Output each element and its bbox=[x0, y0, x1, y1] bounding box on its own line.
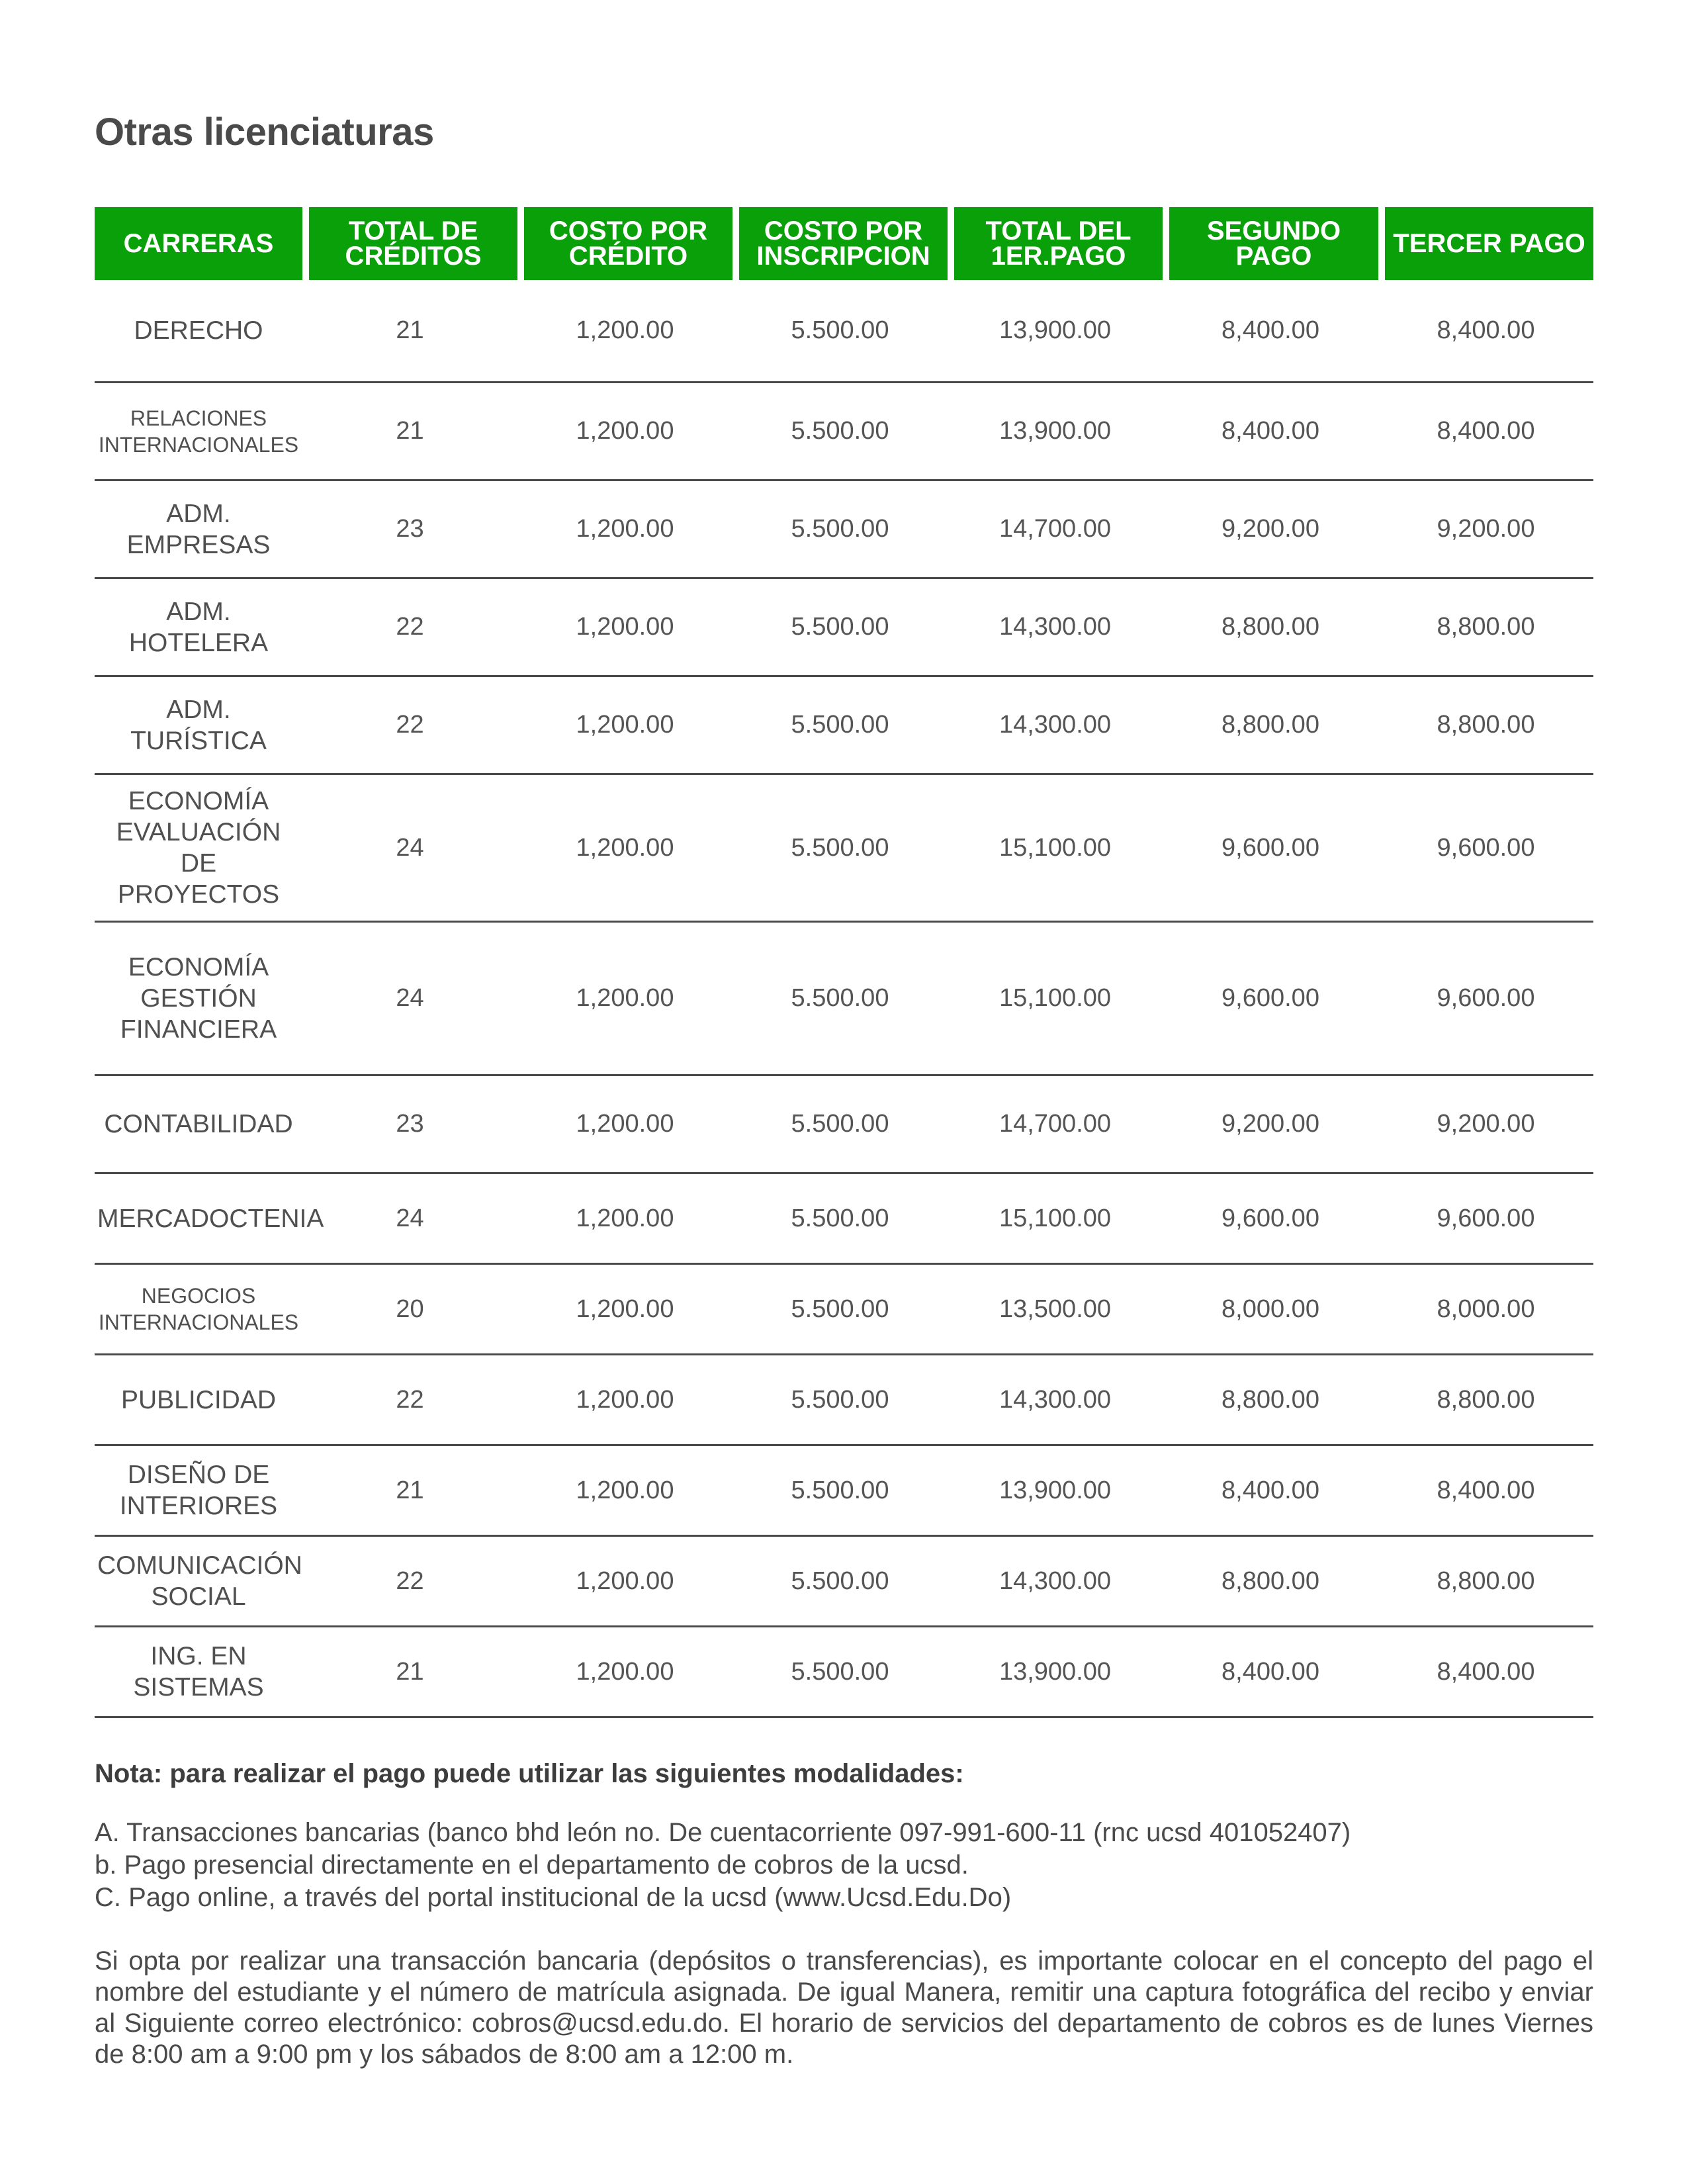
career-name: COMUNICACIÓN SOCIAL bbox=[95, 1537, 302, 1627]
career-name: DISEÑO DE INTERIORES bbox=[95, 1446, 302, 1537]
first-payment-cell: 14,300.00 bbox=[948, 1537, 1163, 1627]
inscription-cell: 5.500.00 bbox=[733, 1174, 948, 1265]
table-row bbox=[95, 1265, 1593, 1355]
cost-credit-cell: 1,200.00 bbox=[517, 481, 733, 579]
inscription-cell: 5.500.00 bbox=[733, 677, 948, 775]
payment-method-item: C. Pago online, a través del portal institucional de la ucsd (www.Ucsd.Edu.Do) bbox=[95, 1883, 1012, 1912]
inscription-cell: 5.500.00 bbox=[733, 1537, 948, 1627]
career-name: ECONOMÍA GESTIÓN FINANCIERA bbox=[95, 923, 302, 1076]
cost-credit-cell: 1,200.00 bbox=[517, 923, 733, 1076]
first-payment-cell: 14,700.00 bbox=[948, 1076, 1163, 1174]
inscription-cell: 5.500.00 bbox=[733, 1446, 948, 1537]
first-payment-cell: 13,900.00 bbox=[948, 383, 1163, 481]
cost-credit-cell: 1,200.00 bbox=[517, 775, 733, 923]
inscription-cell: 5.500.00 bbox=[733, 481, 948, 579]
fees-table bbox=[95, 207, 1593, 1718]
second-payment-cell: 9,600.00 bbox=[1163, 1174, 1378, 1265]
column-header-second-payment: SEGUNDO PAGO bbox=[1163, 207, 1378, 280]
credits-cell: 22 bbox=[302, 1355, 517, 1446]
credits-cell: 24 bbox=[302, 775, 517, 923]
first-payment-cell: 13,900.00 bbox=[948, 280, 1163, 383]
table-row bbox=[95, 775, 1593, 923]
column-header-cost-per-credit: COSTO POR CRÉDITO bbox=[517, 207, 733, 280]
first-payment-cell: 14,300.00 bbox=[948, 677, 1163, 775]
third-payment-cell: 8,400.00 bbox=[1378, 1446, 1593, 1537]
third-payment-cell: 8,400.00 bbox=[1378, 1627, 1593, 1718]
table-row bbox=[95, 677, 1593, 775]
table-row bbox=[95, 1076, 1593, 1174]
column-header-third-payment: TERCER PAGO bbox=[1378, 207, 1593, 280]
third-payment-cell: 9,200.00 bbox=[1378, 1076, 1593, 1174]
third-payment-cell: 9,600.00 bbox=[1378, 923, 1593, 1076]
third-payment-cell: 8,400.00 bbox=[1378, 280, 1593, 383]
table-row bbox=[95, 1174, 1593, 1265]
second-payment-cell: 8,400.00 bbox=[1163, 280, 1378, 383]
career-name: ING. EN SISTEMAS bbox=[95, 1627, 302, 1718]
second-payment-cell: 8,800.00 bbox=[1163, 1355, 1378, 1446]
second-payment-cell: 8,400.00 bbox=[1163, 1446, 1378, 1537]
first-payment-cell: 13,500.00 bbox=[948, 1265, 1163, 1355]
inscription-cell: 5.500.00 bbox=[733, 1627, 948, 1718]
page-title: Otras licenciaturas bbox=[95, 111, 434, 154]
table-row bbox=[95, 1355, 1593, 1446]
career-name: CONTABILIDAD bbox=[95, 1076, 302, 1174]
table-row bbox=[95, 481, 1593, 579]
first-payment-cell: 15,100.00 bbox=[948, 775, 1163, 923]
second-payment-cell: 8,400.00 bbox=[1163, 1627, 1378, 1718]
credits-cell: 20 bbox=[302, 1265, 517, 1355]
table-row bbox=[95, 1627, 1593, 1718]
inscription-cell: 5.500.00 bbox=[733, 280, 948, 383]
payment-methods-list bbox=[95, 1817, 1593, 1914]
second-payment-cell: 8,800.00 bbox=[1163, 677, 1378, 775]
second-payment-cell: 9,600.00 bbox=[1163, 923, 1378, 1076]
first-payment-cell: 15,100.00 bbox=[948, 923, 1163, 1076]
credits-cell: 22 bbox=[302, 677, 517, 775]
credits-cell: 21 bbox=[302, 280, 517, 383]
cost-credit-cell: 1,200.00 bbox=[517, 383, 733, 481]
first-payment-cell: 13,900.00 bbox=[948, 1627, 1163, 1718]
cost-credit-cell: 1,200.00 bbox=[517, 1446, 733, 1537]
inscription-cell: 5.500.00 bbox=[733, 1265, 948, 1355]
second-payment-cell: 8,800.00 bbox=[1163, 1537, 1378, 1627]
career-name: ECONOMÍA EVALUACIÓN DE PROYECTOS bbox=[95, 775, 302, 923]
cost-credit-cell: 1,200.00 bbox=[517, 1627, 733, 1718]
payment-method-item: A. Transacciones bancarias (banco bhd león no. De cuentacorriente 097-991-600-11 (rnc ucsd 401052407) bbox=[95, 1818, 1351, 1847]
inscription-cell: 5.500.00 bbox=[733, 923, 948, 1076]
first-payment-cell: 13,900.00 bbox=[948, 1446, 1163, 1537]
third-payment-cell: 8,400.00 bbox=[1378, 383, 1593, 481]
column-header-careers: CARRERAS bbox=[95, 207, 302, 280]
second-payment-cell: 9,200.00 bbox=[1163, 481, 1378, 579]
table-row bbox=[95, 1537, 1593, 1627]
cost-credit-cell: 1,200.00 bbox=[517, 677, 733, 775]
third-payment-cell: 8,800.00 bbox=[1378, 579, 1593, 677]
third-payment-cell: 9,200.00 bbox=[1378, 481, 1593, 579]
credits-cell: 24 bbox=[302, 923, 517, 1076]
third-payment-cell: 8,000.00 bbox=[1378, 1265, 1593, 1355]
credits-cell: 23 bbox=[302, 481, 517, 579]
second-payment-cell: 8,000.00 bbox=[1163, 1265, 1378, 1355]
third-payment-cell: 8,800.00 bbox=[1378, 677, 1593, 775]
credits-cell: 22 bbox=[302, 579, 517, 677]
inscription-cell: 5.500.00 bbox=[733, 775, 948, 923]
cost-credit-cell: 1,200.00 bbox=[517, 280, 733, 383]
career-name: RELACIONES INTERNACIONALES bbox=[95, 383, 302, 481]
career-name: NEGOCIOS INTERNACIONALES bbox=[95, 1265, 302, 1355]
third-payment-cell: 8,800.00 bbox=[1378, 1355, 1593, 1446]
career-name: DERECHO bbox=[95, 280, 302, 383]
inscription-cell: 5.500.00 bbox=[733, 1076, 948, 1174]
second-payment-cell: 9,200.00 bbox=[1163, 1076, 1378, 1174]
second-payment-cell: 9,600.00 bbox=[1163, 775, 1378, 923]
inscription-cell: 5.500.00 bbox=[733, 1355, 948, 1446]
third-payment-cell: 9,600.00 bbox=[1378, 1174, 1593, 1265]
first-payment-cell: 14,700.00 bbox=[948, 481, 1163, 579]
payment-method-item: b. Pago presencial directamente en el departamento de cobros de la ucsd. bbox=[95, 1850, 969, 1880]
cost-credit-cell: 1,200.00 bbox=[517, 1265, 733, 1355]
column-header-total-credits: TOTAL DE CRÉDITOS bbox=[302, 207, 517, 280]
table-row bbox=[95, 579, 1593, 677]
bank-transfer-instructions: Si opta por realizar una transacción bancaria (depósitos o transferencias), es importante colocar en el concepto del pago el nombre del estudiante y el número de matrícula asignada. De igual Manera, remitir una captura fotográfica del recibo y enviar al Siguiente correo electrónico: cobros@ucsd.edu.do. El horario de servicios del departamento de cobros es de lunes Viernes de 8:00 am a 9:00 pm y los sábados de 8:00 am a 12:00 m. bbox=[95, 1946, 1593, 2069]
cost-credit-cell: 1,200.00 bbox=[517, 579, 733, 677]
credits-cell: 21 bbox=[302, 1446, 517, 1537]
career-name: ADM. HOTELERA bbox=[95, 579, 302, 677]
column-header-inscription-cost: COSTO POR INSCRIPCION bbox=[733, 207, 948, 280]
credits-cell: 23 bbox=[302, 1076, 517, 1174]
credits-cell: 24 bbox=[302, 1174, 517, 1265]
cost-credit-cell: 1,200.00 bbox=[517, 1537, 733, 1627]
career-name: ADM. EMPRESAS bbox=[95, 481, 302, 579]
table-row bbox=[95, 280, 1593, 383]
table-row bbox=[95, 923, 1593, 1076]
page bbox=[95, 106, 1593, 2070]
career-name: PUBLICIDAD bbox=[95, 1355, 302, 1446]
payment-notes bbox=[95, 1759, 1593, 2070]
cost-credit-cell: 1,200.00 bbox=[517, 1355, 733, 1446]
first-payment-cell: 15,100.00 bbox=[948, 1174, 1163, 1265]
career-name: MERCADOCTENIA bbox=[95, 1174, 302, 1265]
second-payment-cell: 8,400.00 bbox=[1163, 383, 1378, 481]
career-name: ADM. TURÍSTICA bbox=[95, 677, 302, 775]
table-header-row bbox=[95, 207, 1593, 280]
first-payment-cell: 14,300.00 bbox=[948, 1355, 1163, 1446]
table-row bbox=[95, 1446, 1593, 1537]
third-payment-cell: 8,800.00 bbox=[1378, 1537, 1593, 1627]
inscription-cell: 5.500.00 bbox=[733, 579, 948, 677]
inscription-cell: 5.500.00 bbox=[733, 383, 948, 481]
credits-cell: 22 bbox=[302, 1537, 517, 1627]
table-row bbox=[95, 383, 1593, 481]
credits-cell: 21 bbox=[302, 383, 517, 481]
notes-heading: Nota: para realizar el pago puede utilizar las siguientes modalidades: bbox=[95, 1759, 964, 1788]
cost-credit-cell: 1,200.00 bbox=[517, 1076, 733, 1174]
first-payment-cell: 14,300.00 bbox=[948, 579, 1163, 677]
credits-cell: 21 bbox=[302, 1627, 517, 1718]
column-header-first-payment: TOTAL DEL 1ER.PAGO bbox=[948, 207, 1163, 280]
third-payment-cell: 9,600.00 bbox=[1378, 775, 1593, 923]
second-payment-cell: 8,800.00 bbox=[1163, 579, 1378, 677]
cost-credit-cell: 1,200.00 bbox=[517, 1174, 733, 1265]
